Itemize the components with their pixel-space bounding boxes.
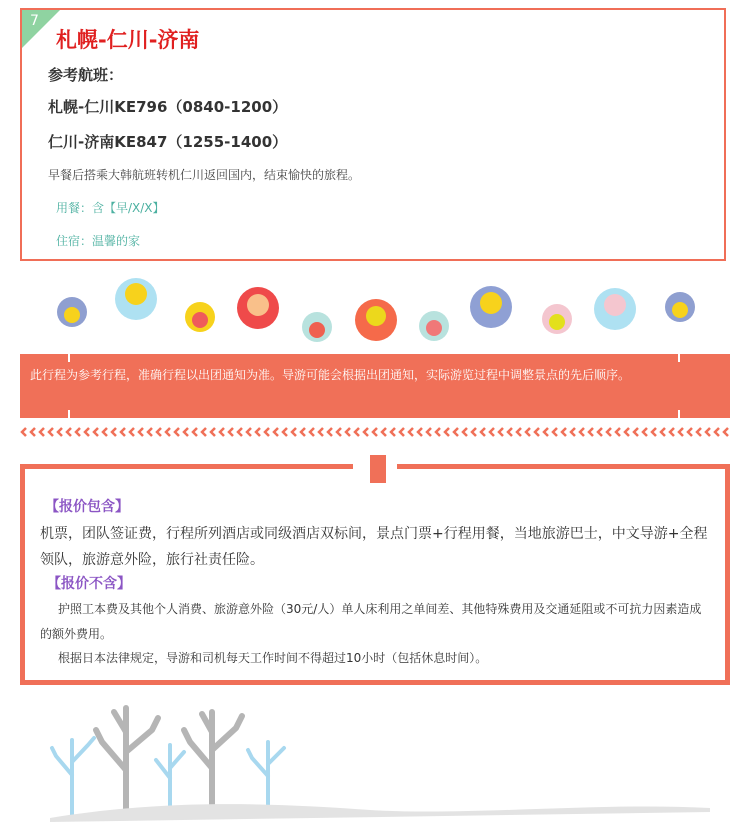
day-number-badge bbox=[22, 10, 60, 48]
notice-text: 此行程为参考行程，准确行程以出团通知为准。导游可能会根据出团通知，实际游览过程中调整景点的先后顺序。 bbox=[30, 368, 631, 382]
meals-info: 用餐：含【早/X/X】 bbox=[56, 201, 165, 215]
chevron-divider bbox=[20, 426, 730, 438]
day-description: 早餐后搭乘大韩航班转机仁川返回国内，结束愉快的旅程。 bbox=[48, 168, 361, 182]
notice-tick bbox=[678, 354, 680, 362]
included-text: 机票，团队签证费，行程所列酒店或同级酒店双标间，景点门票+行程用餐，当地旅游巴士，中文导游+全程领队，旅游意外险，旅行社责任险。 bbox=[40, 526, 708, 568]
flight-2: 仁川-济南KE847（1255-1400） bbox=[48, 133, 288, 151]
included-label: 【报价包含】 bbox=[45, 499, 129, 515]
day-card bbox=[20, 8, 726, 261]
notice-tick bbox=[68, 354, 70, 362]
route-title: 札幌-仁川-济南 bbox=[56, 28, 200, 52]
work-hours-note: 根据日本法律规定，导游和司机每天工作时间不得超过10小时（包括休息时间）。 bbox=[58, 651, 488, 665]
notice-tick bbox=[68, 410, 70, 418]
pricing-card bbox=[20, 464, 730, 685]
pricing-card-tab bbox=[370, 455, 386, 483]
flights-label: 参考航班： bbox=[48, 66, 124, 84]
winter-trees-illustration bbox=[40, 690, 720, 830]
flight-1: 札幌-仁川KE796（0840-1200） bbox=[48, 98, 288, 116]
accommodation-info: 住宿：温馨的家 bbox=[56, 234, 141, 248]
excluded-label: 【报价不含】 bbox=[47, 576, 131, 592]
decorative-dots bbox=[20, 270, 730, 350]
day-number: 7 bbox=[30, 13, 39, 29]
notice-banner bbox=[20, 354, 730, 418]
notice-tick bbox=[678, 410, 680, 418]
excluded-text: 护照工本费及其他个人消费、旅游意外险（30元/人）单人床利用之单间差、其他特殊费用及交通延阻或不可抗力因素造成的额外费用。 bbox=[40, 602, 702, 641]
